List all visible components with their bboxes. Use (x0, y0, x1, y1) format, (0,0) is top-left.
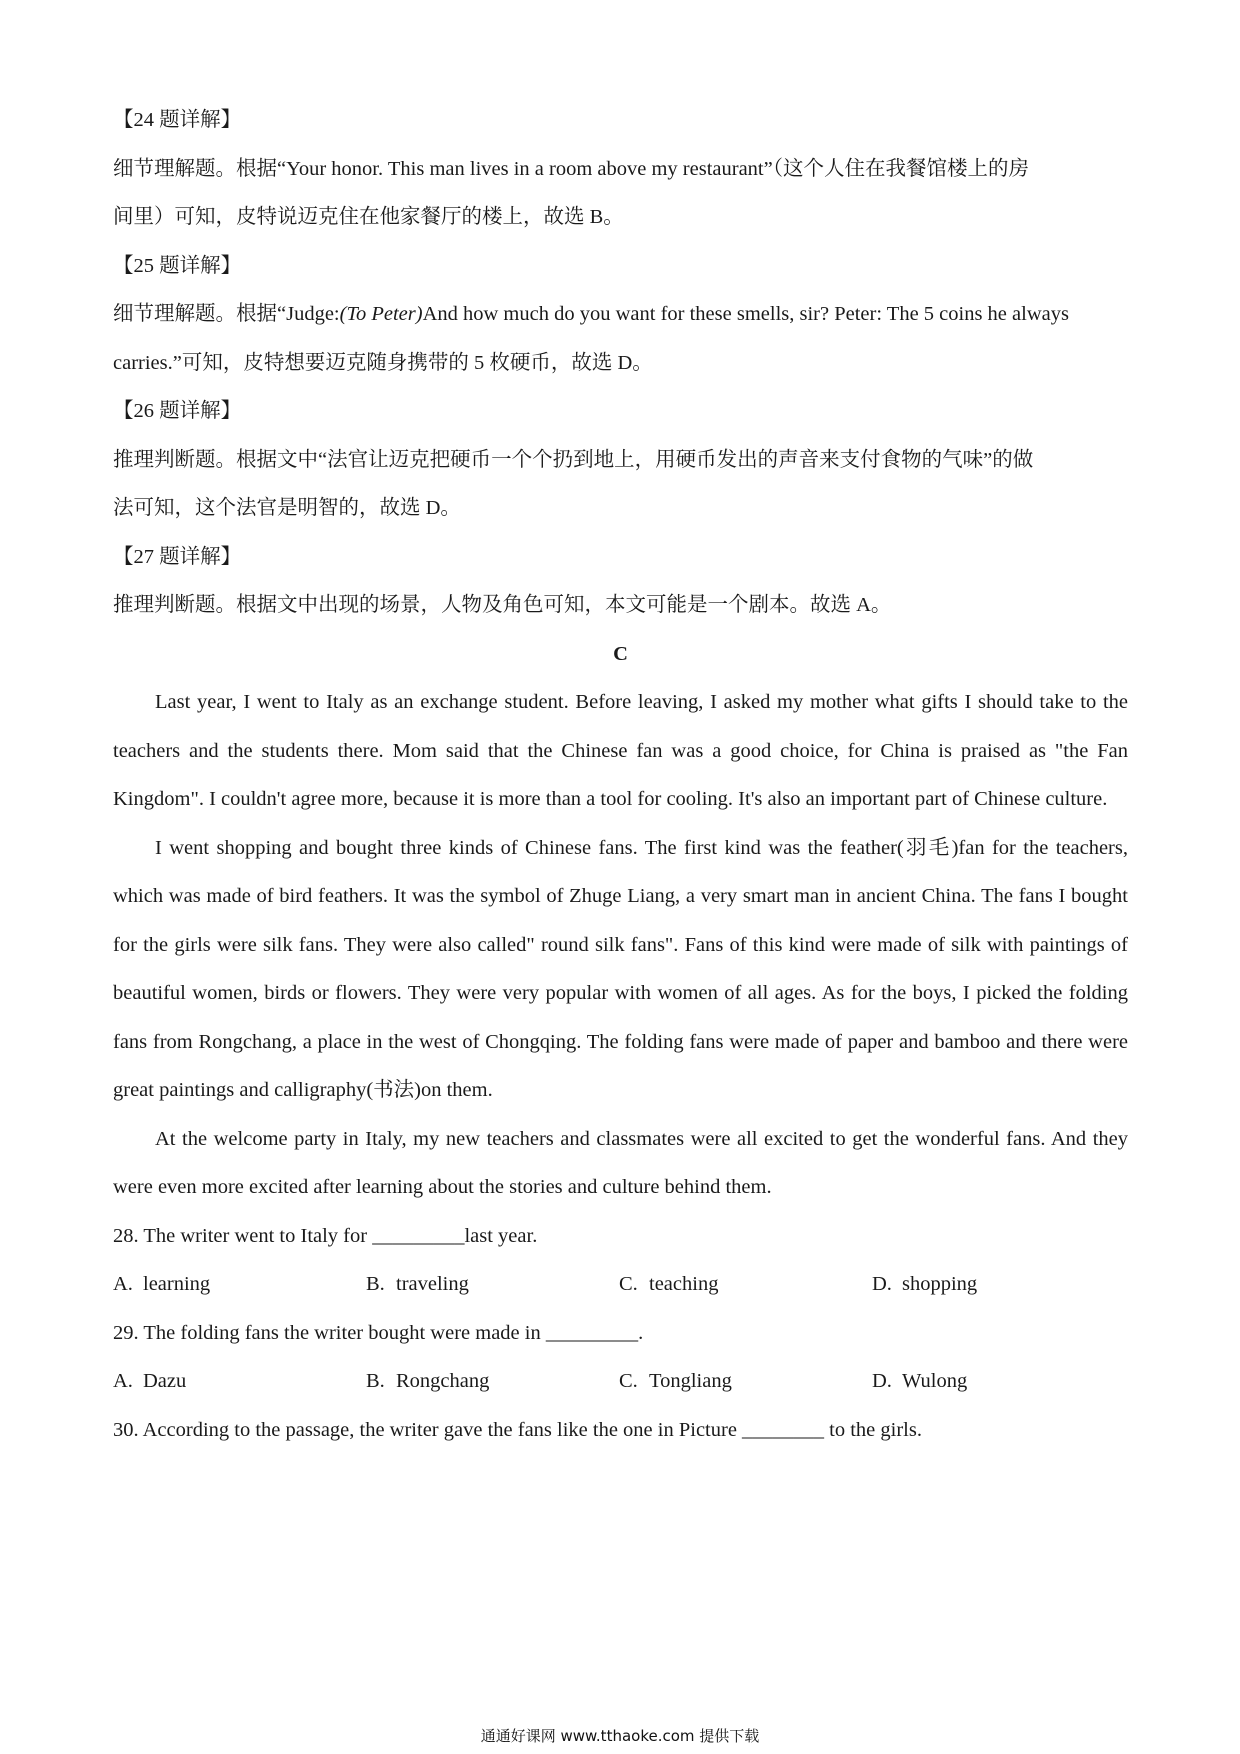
q25-line1-start: 细节理解题。根据“Judge: (113, 303, 340, 325)
question-28-options (113, 1260, 1128, 1309)
q25-heading: 【25 题详解】 (113, 254, 242, 277)
passage-paragraph-1: Last year, I went to Italy as an exchange student. Before leaving, I asked my mother what gifts I should take to the teachers and the students there. Mom said that the Chinese fan was a good choice, for China is praised as "the Fan Kingdom". I couldn't agree more, because it is more than a tool for cooling. It's also an important part of Chinese culture. (113, 691, 1128, 810)
q26-heading: 【26 题详解】 (113, 400, 242, 422)
question-29: 29. The folding fans the writer bought were made in _________. (113, 1321, 644, 1344)
q25-explanation-line1 (113, 290, 1128, 339)
q26-explanation-line2: 法可知，这个法官是明智的，故选 D。 (113, 497, 461, 519)
passage-paragraph-2: I went shopping and bought three kinds of Chinese fans. The first kind was the feather(羽毛)fan for the teachers, which was made of bird feathers. It was the symbol of Zhuge Liang, a very smart man in ancient China. The fans I bought for the girls were silk fans. They were also called" round silk fans". Fans of this kind were made of silk with paintings of beautiful women, birds or flowers. They were very popular with women of all ages. As for the boys, I picked the folding fans from Rongchang, a place in the west of Chongqing. The folding fans were made of paper and bamboo and there were great paintings and calligraphy(书法)on them. (113, 836, 1128, 1101)
option-28-c: C. teaching (619, 1273, 719, 1295)
q27-heading: 【27 题详解】 (113, 545, 242, 568)
document-content (113, 96, 1128, 1454)
section-label: C (613, 642, 628, 665)
option-29-d: D. Wulong (872, 1370, 968, 1392)
q24-explanation-line2: 间里）可知，皮特说迈克住在他家餐厅的楼上，故选 B。 (113, 206, 624, 228)
q24-explanation-line1: 细节理解题。根据“Your honor. This man lives in a room above my restaurant”（这个人住在我餐馆楼上的房 (113, 157, 1029, 180)
option-28-a: A. learning (113, 1273, 211, 1295)
q25-line1-stage-direction: (To Peter) (339, 303, 423, 325)
option-28-d: D. shopping (872, 1273, 978, 1295)
q25-explanation-line2: carries.”可知，皮特想要迈克随身携带的 5 枚硬币，故选 D。 (113, 351, 653, 374)
question-29-options (113, 1357, 1128, 1406)
option-29-c: C. Tongliang (619, 1370, 732, 1392)
page-footer: 通通好课网 www.tthaoke.com 提供下载 (480, 1727, 760, 1745)
q26-explanation-line1: 推理判断题。根据文中“法官让迈克把硬币一个个扔到地上，用硬币发出的声音来支付食物的气味”的做 (113, 448, 1034, 471)
option-28-b: B. traveling (366, 1273, 469, 1295)
passage-paragraph-3: At the welcome party in Italy, my new teachers and classmates were all excited to get the wonderful fans. And they were even more excited after learning about the stories and culture behind them. (113, 1127, 1128, 1198)
question-28: 28. The writer went to Italy for _________last year. (113, 1224, 538, 1247)
option-29-b: B. Rongchang (366, 1370, 490, 1392)
q24-heading: 【24 题详解】 (113, 109, 242, 131)
q25-line1-end: And how much do you want for these smells, sir? Peter: The 5 coins he always (422, 303, 1069, 325)
question-30: 30. According to the passage, the writer gave the fans like the one in Picture ________ to the girls. (113, 1418, 922, 1441)
option-29-a: A. Dazu (113, 1370, 187, 1392)
q27-explanation-line1: 推理判断题。根据文中出现的场景，人物及角色可知，本文可能是一个剧本。故选 A。 (113, 594, 892, 616)
